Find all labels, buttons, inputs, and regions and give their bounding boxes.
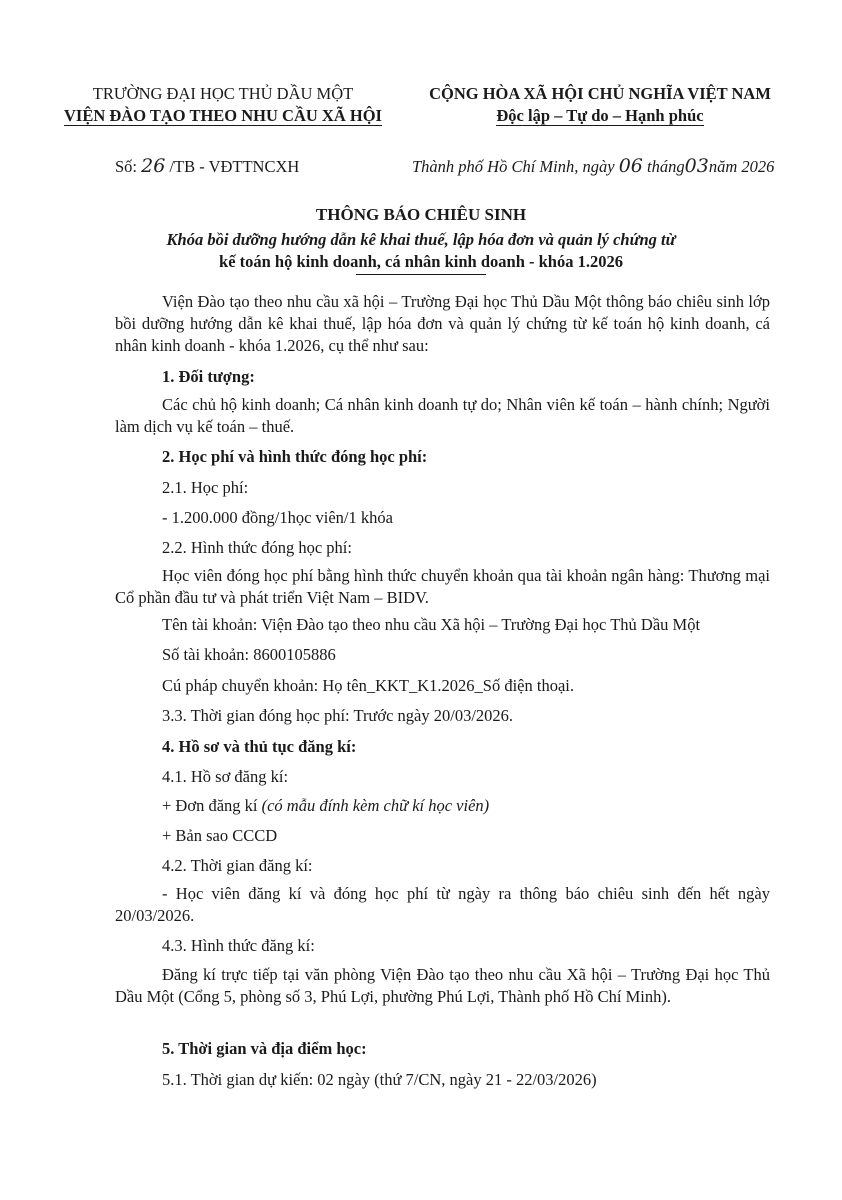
doc-item-form-text: + Đơn đăng kí: [162, 796, 258, 815]
payment-method-text: Học viên đóng học phí bằng hình thức chuyển khoản qua tài khoản ngân hàng: Thương mại Cổ phần đầu tư và phát triển Việt Nam – BIDV.: [115, 566, 770, 607]
transfer-syntax: Cú pháp chuyển khoản: Họ tên_KKT_K1.2026_Số điện thoại.: [162, 676, 574, 695]
doc-item-id-copy: + Bản sao CCCD: [162, 826, 278, 845]
section-1-text: Các chủ hộ kinh doanh; Cá nhân kinh doanh tự do; Nhân viên kế toán – hành chính; Người làm dịch vụ kế toán – thuế.: [115, 395, 770, 436]
payment-deadline: 3.3. Thời gian đóng học phí: Trước ngày 20/03/2026.: [162, 706, 514, 725]
motto: [400, 105, 800, 127]
institute-name: [58, 105, 388, 127]
docs-label: 4.1. Hồ sơ đăng kí:: [162, 767, 289, 786]
registration-form-text: Đăng kí trực tiếp tại văn phòng Viện Đào tạo theo nhu cầu Xã hội – Trường Đại học Thủ Dầu Một (Cổng 5, phòng số 3, Phú Lợi, phường Phú Lợi, Thành phố Hồ Chí Minh).: [115, 965, 770, 1006]
registration-time-text: - Học viên đăng kí và đóng học phí từ ngày ra thông báo chiêu sinh đến hết ngày 20/03/2026.: [115, 884, 770, 925]
subtitle-line2-text: kế toán hộ kinh doanh, cá nhân kinh doanh - khóa 1.2026: [219, 252, 623, 271]
section-1-heading: 1. Đối tượng:: [162, 367, 255, 386]
document-subtitle-line2: [0, 252, 842, 275]
date-part3: năm 2026: [708, 157, 775, 176]
institute-name-text: VIỆN ĐÀO TẠO THEO NHU CẦU XÃ HỘI: [64, 106, 382, 125]
document-subtitle-line1: Khóa bồi dưỡng hướng dẫn kê khai thuế, lập hóa đơn và quản lý chứng từ: [166, 230, 676, 249]
motto-text: Độc lập – Tự do – Hạnh phúc: [496, 106, 704, 125]
section-4-heading: 4. Hồ sơ và thủ tục đăng kí:: [162, 737, 357, 756]
date-month-handwritten: 03: [684, 155, 709, 177]
date-day-handwritten: 06: [618, 155, 643, 177]
national-motto-block: [400, 83, 800, 127]
fee-label: 2.1. Học phí:: [162, 478, 249, 497]
document-title: THÔNG BÁO CHIÊU SINH: [315, 205, 527, 224]
registration-time-label: 4.2. Thời gian đăng kí:: [162, 856, 313, 875]
issue-date: [412, 155, 774, 177]
ref-suffix: /TB - VĐTTNCXH: [169, 157, 300, 176]
ref-prefix: Số:: [115, 157, 138, 176]
country-name: CỘNG HÒA XÃ HỘI CHỦ NGHĨA VIỆT NAM: [429, 84, 771, 103]
ref-number-handwritten: 26: [141, 155, 166, 177]
title-underline: [356, 274, 486, 275]
registration-form-label: 4.3. Hình thức đăng kí:: [162, 936, 315, 955]
study-time: 5.1. Thời gian dự kiến: 02 ngày (thứ 7/CN, ngày 21 - 22/03/2026): [162, 1070, 597, 1089]
section-5-heading: 5. Thời gian và địa điểm học:: [162, 1039, 367, 1058]
document-number: [115, 155, 299, 177]
doc-item-form: [115, 795, 770, 817]
university-name: TRƯỜNG ĐẠI HỌC THỦ DẦU MỘT: [92, 84, 354, 103]
date-part1: Thành phố Hồ Chí Minh, ngày: [412, 157, 615, 176]
payment-method-label: 2.2. Hình thức đóng học phí:: [162, 538, 352, 557]
fee-value: - 1.200.000 đồng/1học viên/1 khóa: [162, 508, 393, 527]
issuer-block: [58, 83, 388, 127]
doc-item-form-note: (có mẫu đính kèm chữ kí học viên): [261, 796, 490, 815]
intro-paragraph: Viện Đào tạo theo nhu cầu xã hội – Trường Đại học Thủ Dầu Một thông báo chiêu sinh lớp bồi dưỡng hướng dẫn kê khai thuế, lập hóa đơn và quản lý chứng từ kế toán hộ kinh doanh, cá nhân kinh doanh - khóa 1.2026, cụ thể như sau:: [115, 292, 770, 355]
section-2-heading: 2. Học phí và hình thức đóng học phí:: [162, 447, 428, 466]
date-part2: tháng: [647, 157, 685, 176]
account-number: Số tài khoản: 8600105886: [162, 645, 336, 664]
account-name: Tên tài khoản: Viện Đào tạo theo nhu cầu Xã hội – Trường Đại học Thủ Dầu Một: [162, 615, 701, 634]
